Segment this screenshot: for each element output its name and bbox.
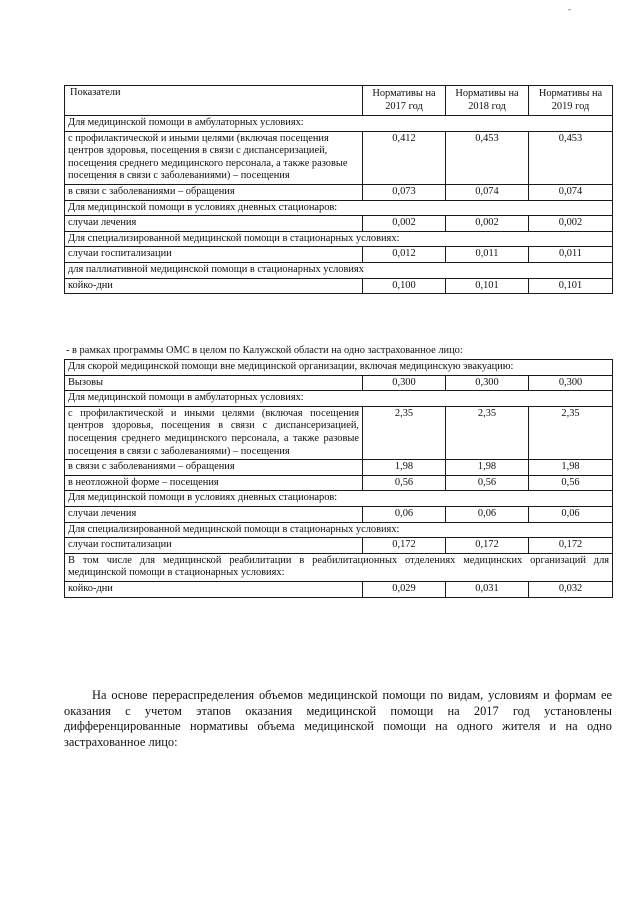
row-label: в связи с заболеваниями – обращения <box>65 184 363 200</box>
table-row <box>65 538 613 554</box>
section-label: для паллиативной медицинской помощи в стационарных условиях <box>65 262 613 278</box>
section-label: В том числе для медицинской реабилитации в реабилитационных отделениях медицинских организаций для медицинской помощи в стационарных условиях: <box>65 553 613 581</box>
table-section-row <box>65 391 613 407</box>
table-row <box>65 475 613 491</box>
cell-2018: 0,172 <box>446 538 529 554</box>
table-row <box>65 184 613 200</box>
row-label: с профилактической и иными целями (включая посещения центров здоровья, посещения в связи с диспансеризацией, посещения среднего медицинского персонала, а также разовые посещения в связи с заболеваниями) – посещения <box>65 131 363 184</box>
table-row <box>65 247 613 263</box>
cell-2017: 0,56 <box>363 475 446 491</box>
row-label: койко-дни <box>65 581 363 597</box>
section-label: Для скорой медицинской помощи вне медицинской организации, включая медицинскую эвакуацию: <box>65 360 613 376</box>
cell-2018: 0,011 <box>446 247 529 263</box>
cell-2019: 0,074 <box>529 184 613 200</box>
cell-2019: 0,002 <box>529 216 613 232</box>
cell-2018: 0,002 <box>446 216 529 232</box>
cell-2018: 0,101 <box>446 278 529 294</box>
table-header-row <box>65 86 613 116</box>
header-2019: Нормативы на 2019 год <box>529 86 613 116</box>
table-section-row <box>65 200 613 216</box>
table-row <box>65 506 613 522</box>
cell-2018: 0,453 <box>446 131 529 184</box>
cell-2019: 0,101 <box>529 278 613 294</box>
cell-2019: 1,98 <box>529 460 613 476</box>
table-section-row <box>65 553 613 581</box>
row-label: в неотложной форме – посещения <box>65 475 363 491</box>
table-section-row <box>65 491 613 507</box>
cell-2019: 0,56 <box>529 475 613 491</box>
row-label: случаи лечения <box>65 216 363 232</box>
cell-2019: 2,35 <box>529 406 613 459</box>
row-label: койко-дни <box>65 278 363 294</box>
cell-2017: 0,012 <box>363 247 446 263</box>
cell-2019: 0,300 <box>529 375 613 391</box>
table-row <box>65 278 613 294</box>
section-heading-oms: - в рамках программы ОМС в целом по Калужской области на одно застрахованное лицо: <box>66 345 463 356</box>
header-2018: Нормативы на 2018 год <box>446 86 529 116</box>
table-section-row <box>65 231 613 247</box>
cell-2019: 0,011 <box>529 247 613 263</box>
section-label: Для медицинской помощи в условиях дневных стационаров: <box>65 200 613 216</box>
cell-2019: 0,06 <box>529 506 613 522</box>
table-row <box>65 460 613 476</box>
cell-2017: 0,06 <box>363 506 446 522</box>
header-2017: Нормативы на 2017 год <box>363 86 446 116</box>
table-row <box>65 131 613 184</box>
row-label: Вызовы <box>65 375 363 391</box>
norms-table-oms <box>64 359 613 598</box>
section-label: Для медицинской помощи в условиях дневных стационаров: <box>65 491 613 507</box>
row-label: с профилактической и иными целями (включая посещения центров здоровья, посещения в связи с диспансеризацией, посещения среднего медицинского персонала, а также разовые посещения в связи с заболеваниями) – посещения <box>65 406 363 459</box>
table-row <box>65 375 613 391</box>
cell-2018: 0,074 <box>446 184 529 200</box>
row-label: случаи лечения <box>65 506 363 522</box>
row-label: случаи госпитализации <box>65 247 363 263</box>
cell-2018: 1,98 <box>446 460 529 476</box>
table-row <box>65 406 613 459</box>
norms-table-territorial <box>64 85 613 294</box>
cell-2017: 0,300 <box>363 375 446 391</box>
section-label: Для медицинской помощи в амбулаторных условиях: <box>65 116 613 132</box>
cell-2018: 0,031 <box>446 581 529 597</box>
cell-2017: 0,073 <box>363 184 446 200</box>
table-section-row <box>65 360 613 376</box>
cell-2019: 0,453 <box>529 131 613 184</box>
cell-2017: 0,002 <box>363 216 446 232</box>
row-label: в связи с заболеваниями – обращения <box>65 460 363 476</box>
cell-2018: 0,06 <box>446 506 529 522</box>
cell-2018: 0,300 <box>446 375 529 391</box>
cell-2019: 0,172 <box>529 538 613 554</box>
body-paragraph: На основе перераспределения объемов медицинской помощи по видам, условиям и формам ее оказания с учетом этапов оказания медицинской помощи на 2017 год установлены дифференцированные нормативы объема медицинской помощи на одного жителя и на одно застрахованное лицо: <box>64 688 612 749</box>
table-section-row <box>65 522 613 538</box>
cell-2018: 0,56 <box>446 475 529 491</box>
table-row <box>65 216 613 232</box>
table-section-row <box>65 116 613 132</box>
section-label: Для специализированной медицинской помощи в стационарных условиях: <box>65 522 613 538</box>
corner-mark: - <box>568 4 571 14</box>
cell-2017: 0,100 <box>363 278 446 294</box>
header-indicator: Показатели <box>65 86 363 116</box>
cell-2017: 2,35 <box>363 406 446 459</box>
section-label: Для специализированной медицинской помощи в стационарных условиях: <box>65 231 613 247</box>
table-section-row <box>65 262 613 278</box>
cell-2017: 0,029 <box>363 581 446 597</box>
cell-2018: 2,35 <box>446 406 529 459</box>
cell-2017: 0,172 <box>363 538 446 554</box>
table1-body <box>65 116 613 294</box>
cell-2019: 0,032 <box>529 581 613 597</box>
section-label: Для медицинской помощи в амбулаторных условиях: <box>65 391 613 407</box>
table2-body <box>65 360 613 598</box>
cell-2017: 0,412 <box>363 131 446 184</box>
cell-2017: 1,98 <box>363 460 446 476</box>
table-row <box>65 581 613 597</box>
row-label: случаи госпитализации <box>65 538 363 554</box>
